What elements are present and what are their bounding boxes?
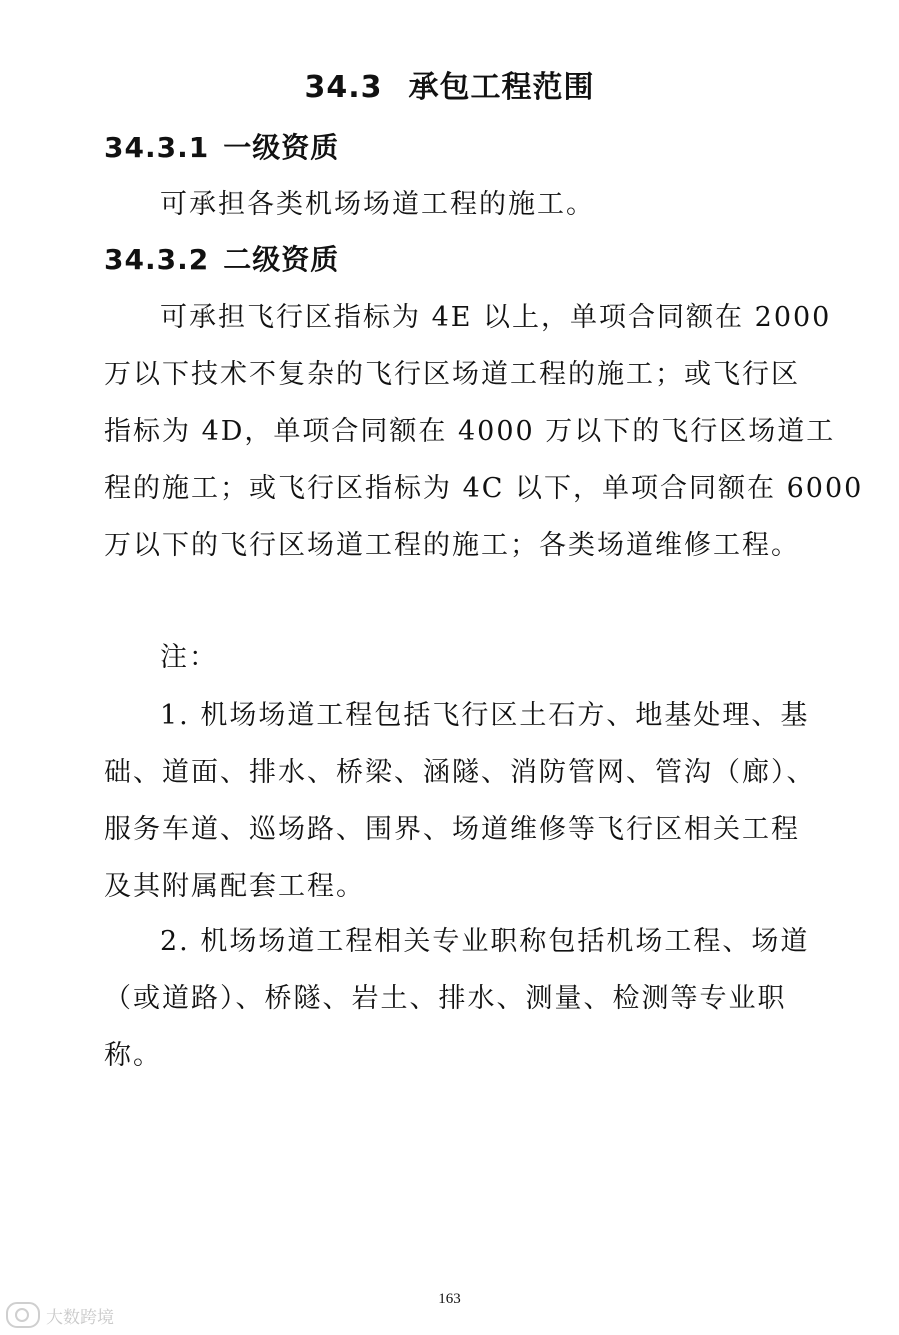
- notes-label-text: 注：: [160, 642, 218, 673]
- subsection-heading-2: [104, 240, 339, 280]
- note-item-2: [104, 913, 810, 1084]
- subsection-body-2: [104, 289, 864, 574]
- body-line: 程的施工；或飞行区指标为 4C 以下，单项合同额在 6000: [104, 473, 864, 504]
- page-number: 163: [438, 1291, 461, 1307]
- watermark-text: 大数跨境: [46, 1307, 114, 1328]
- note-line: 服务车道、巡场路、围界、场道维修等飞行区相关工程: [104, 814, 800, 845]
- note-line: 及其附属配套工程。: [104, 871, 365, 902]
- watermark-logo-icon: [6, 1302, 40, 1328]
- subsection-number: 34.3.1: [104, 131, 210, 164]
- subsection-heading-text: 一级资质: [223, 131, 340, 164]
- subsection-body-1: [104, 176, 804, 233]
- note-line: 2. 机场场道工程相关专业职称包括机场工程、场道: [160, 926, 810, 957]
- body-line: 可承担各类机场场道工程的施工。: [160, 189, 595, 220]
- section-title-text: 承包工程范围: [408, 70, 595, 105]
- body-line: 万以下技术不复杂的飞行区场道工程的施工；或飞行区: [104, 359, 800, 390]
- note-line: 1. 机场场道工程包括飞行区土石方、地基处理、基: [160, 700, 810, 731]
- notes-label: [104, 629, 804, 686]
- subsection-number: 34.3.2: [104, 243, 210, 276]
- subsection-heading-1: [104, 128, 339, 168]
- note-line: 称。: [104, 1040, 162, 1071]
- section-title: [0, 66, 899, 110]
- note-line: （或道路）、桥隧、岩土、排水、测量、检测等专业职: [104, 983, 787, 1014]
- body-line: 指标为 4D，单项合同额在 4000 万以下的飞行区场道工: [104, 416, 836, 447]
- body-line: 万以下的飞行区场道工程的施工；各类场道维修工程。: [104, 530, 800, 561]
- section-title-number: 34.3: [304, 70, 383, 105]
- note-line: 础、道面、排水、桥梁、涵隧、消防管网、管沟（廊）、: [104, 757, 816, 788]
- body-line: 可承担飞行区指标为 4E 以上，单项合同额在 2000: [160, 302, 832, 333]
- note-item-1: [104, 687, 816, 915]
- watermark: [6, 1302, 114, 1328]
- subsection-heading-text: 二级资质: [223, 243, 340, 276]
